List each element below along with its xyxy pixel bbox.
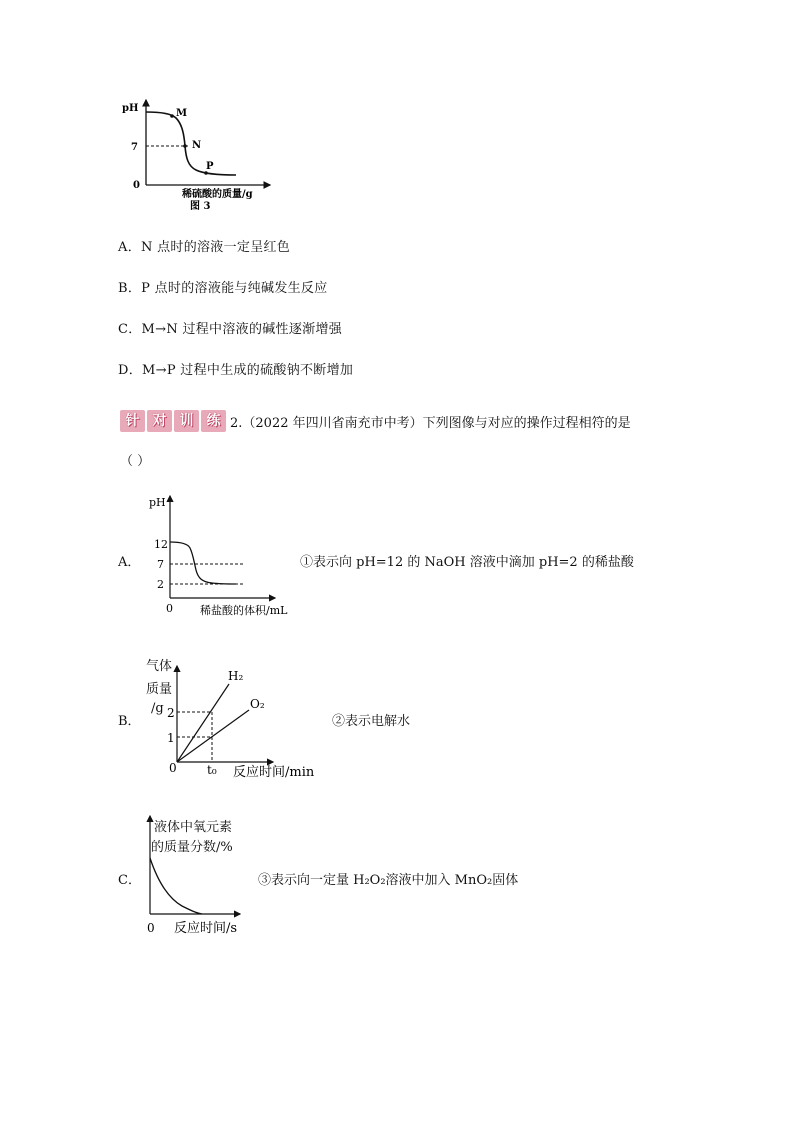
graph-b-y-label-1: 气体: [146, 659, 173, 674]
x-axis-label: 稀硫酸的质量/g: [182, 189, 253, 200]
graph-b-y-label-3: /g: [151, 701, 164, 716]
point-m: [170, 114, 174, 118]
tick-2: 2: [157, 578, 164, 591]
figure-caption: 图 3: [190, 201, 211, 212]
origin-label: 0: [133, 180, 140, 191]
y-axis-label: pH: [149, 496, 166, 509]
ph-curve: [146, 112, 236, 175]
option-d[interactable]: D．M→P 过程中生成的硫酸钠不断增加: [118, 363, 354, 378]
graph-b: [165, 662, 325, 784]
o2-label: O₂: [250, 697, 265, 711]
choice-c-letter[interactable]: C．: [118, 873, 141, 888]
oxygen-fraction-curve: [150, 858, 202, 914]
x-axis-label: 稀盐酸的体积/mL: [200, 604, 288, 617]
choice-a-letter[interactable]: A．: [118, 555, 141, 570]
origin-label: 0: [169, 761, 177, 775]
badge-char-3: 训: [174, 410, 199, 432]
option-a[interactable]: A．N 点时的溶液一定呈红色: [118, 240, 291, 255]
origin-label: 0: [147, 921, 155, 935]
graph-c-description: ③表示向一定量 H₂O₂溶液中加入 MnO₂固体: [258, 873, 519, 888]
graph-b-description: ②表示电解水: [332, 714, 411, 729]
tick-1: 1: [167, 731, 175, 745]
x-axis-label: 反应时间/min: [233, 765, 315, 780]
question-stem: 2.（2022 年四川省南充市中考）下列图像与对应的操作过程相符的是: [230, 415, 631, 431]
badge-char-1: 针: [120, 410, 145, 432]
tick-2: 2: [167, 706, 175, 720]
option-b[interactable]: B．P 点时的溶液能与纯碱发生反应: [118, 281, 328, 296]
point-n: [183, 144, 187, 148]
graph-c: [140, 812, 260, 938]
label-m: M: [176, 108, 188, 119]
o2-line: [177, 710, 249, 762]
ph-curve: [170, 542, 236, 584]
question-2: [120, 410, 631, 432]
label-n: N: [192, 140, 202, 151]
graph-a: [140, 490, 310, 620]
h2-line: [177, 684, 229, 762]
h2-label: H₂: [228, 669, 244, 683]
badge-char-2: 对: [147, 410, 172, 432]
y-axis-label: pH: [122, 103, 139, 114]
tick-12: 12: [154, 538, 168, 551]
label-p: P: [206, 161, 214, 172]
tick-7: 7: [131, 142, 138, 153]
answer-blank[interactable]: （ ）: [120, 454, 151, 469]
graph-c-y-label-2: 的质量分数/%: [151, 840, 233, 855]
t0-label: t₀: [207, 763, 217, 777]
tick-7: 7: [157, 558, 164, 571]
origin-label: 0: [166, 602, 173, 615]
graph-a-description: ①表示向 pH=12 的 NaOH 溶液中滴加 pH=2 的稀盐酸: [300, 555, 634, 570]
targeted-practice-badge: [120, 410, 226, 432]
choice-b-letter[interactable]: B．: [118, 714, 141, 729]
figure-3-ph-graph: [118, 96, 278, 216]
option-c[interactable]: C．M→N 过程中溶液的碱性逐渐增强: [118, 322, 343, 337]
badge-char-4: 练: [201, 410, 226, 432]
graph-b-y-label-2: 质量: [146, 682, 173, 697]
x-axis-label: 反应时间/s: [174, 921, 238, 936]
graph-c-y-label-1: 液体中氧元素: [154, 820, 233, 835]
